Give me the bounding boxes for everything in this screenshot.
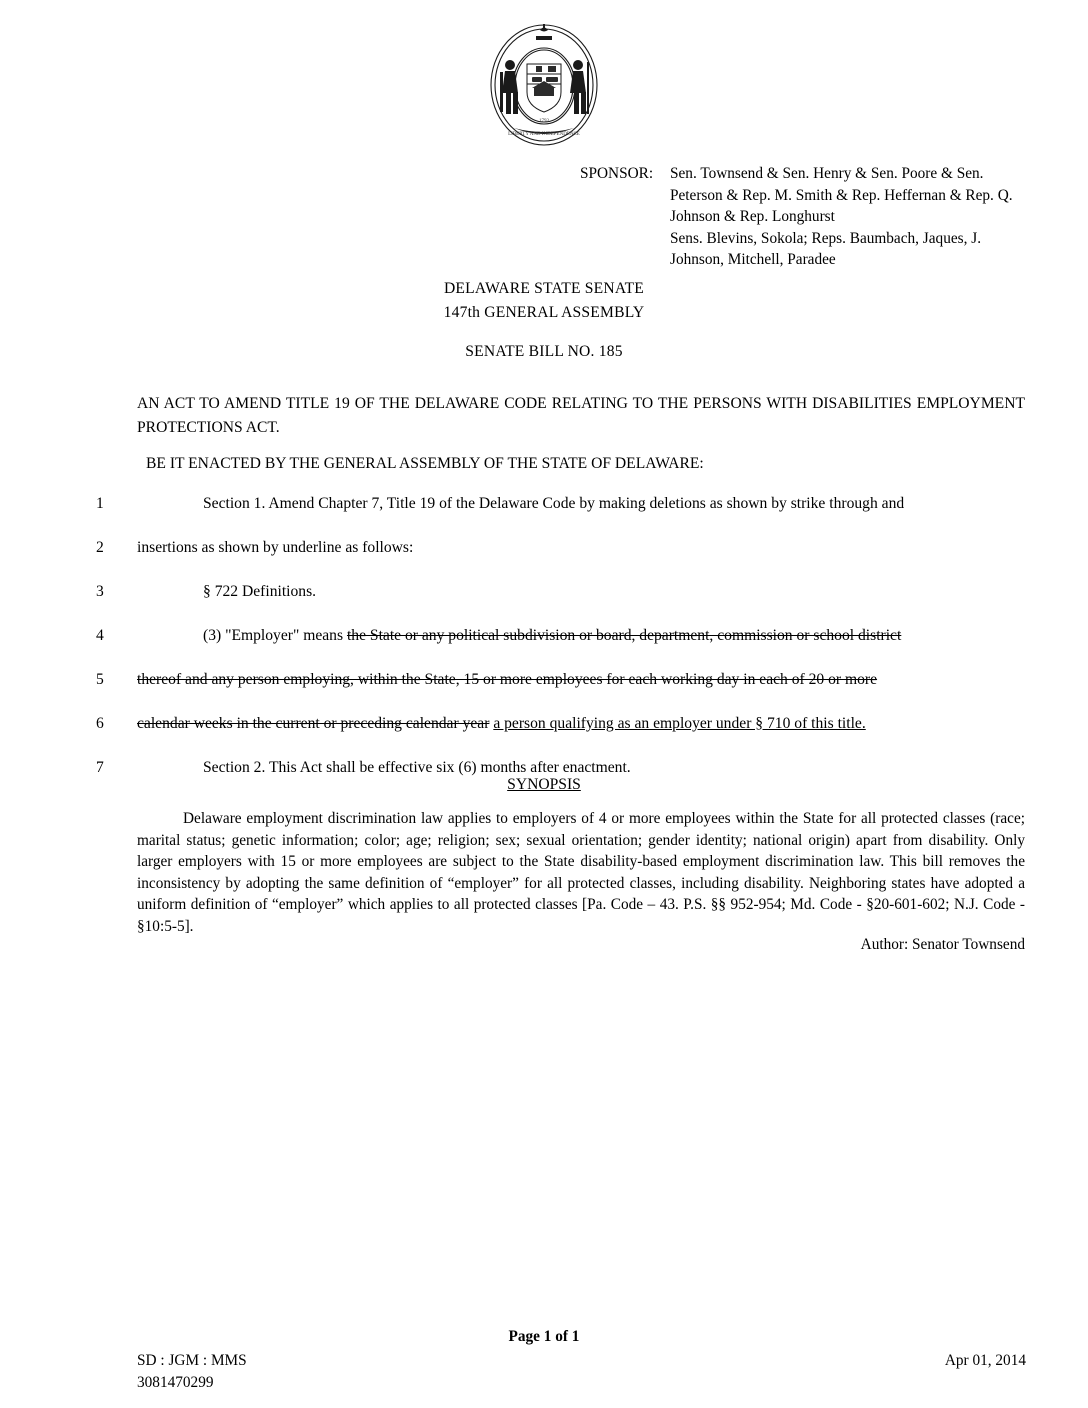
footer-left xyxy=(137,1350,247,1394)
page-indicator: Page 1 of 1 xyxy=(508,1328,580,1345)
chamber-name: DELAWARE STATE SENATE xyxy=(443,280,645,297)
sponsor-row xyxy=(580,163,1050,185)
enacting-clause-text: BE IT ENACTED BY THE GENERAL ASSEMBLY OF THE STATE OF DELAWARE: xyxy=(146,455,704,472)
synopsis-body xyxy=(137,808,1025,938)
line-number: 2 xyxy=(96,539,104,556)
line-content: insertions as shown by underline as follows: xyxy=(137,539,414,556)
line-number: 3 xyxy=(96,583,104,600)
bill-number: SENATE BILL NO. 185 xyxy=(465,343,623,360)
sponsor-label: SPONSOR: xyxy=(580,165,654,182)
inserted-text: a person qualifying as an employer under § 710 of this title. xyxy=(493,715,866,732)
line-text xyxy=(137,536,1025,560)
bill-line xyxy=(0,668,1088,712)
bill-body xyxy=(0,492,1088,800)
sponsor-line-2: Peterson & Rep. M. Smith & Rep. Heffernan & Rep. Q. xyxy=(670,186,1013,204)
enacting-clause xyxy=(137,452,1025,476)
line-text xyxy=(137,492,1025,516)
line-number: 7 xyxy=(96,759,104,776)
svg-text:1793: 1793 xyxy=(539,119,549,124)
chamber-header xyxy=(0,277,1088,325)
bill-line xyxy=(0,624,1088,668)
struck-text: thereof and any person employing, within the State, 15 or more employees for each working day in each of 20 or more xyxy=(137,671,878,688)
synopsis-text: Delaware employment discrimination law applies to employers of 4 or more employees within the State for all protected classes (race; marital status; genetic information; color; age; religion; sex; sexual orientation; gender identity; national origin) apart from disability. Only larger employers with 15 or more employees are subject to the State disability-based employment discrimination law. This bill removes the inconsistency by adopting the same definition of “employer” for all protected classes, including disability. Neighboring states have adopted a uniform definition of “employer” which applies to all protected classes [Pa. Code – 43. P.S. §§ 952-954; Md. Code - §20-601-602; N.J. Code - §10:5-5]. xyxy=(137,810,1025,935)
footer-date: Apr 01, 2014 xyxy=(944,1352,1026,1369)
line-text xyxy=(137,668,1025,692)
document-number: 3081470299 xyxy=(137,1374,214,1391)
line-number: 5 xyxy=(96,671,104,688)
line-text xyxy=(137,580,1025,604)
bill-line xyxy=(0,580,1088,624)
bill-line xyxy=(0,712,1088,756)
seal-container xyxy=(0,22,1088,153)
line-content: Section 1. Amend Chapter 7, Title 19 of the Delaware Code by making deletions as shown by strike through and xyxy=(203,495,905,512)
general-assembly: 147th GENERAL ASSEMBLY xyxy=(443,304,645,321)
line-number: 6 xyxy=(96,715,104,732)
sponsor-line-3: Johnson & Rep. Longhurst xyxy=(670,208,835,225)
bill-line xyxy=(0,492,1088,536)
bill-line xyxy=(0,536,1088,580)
line-number: 1 xyxy=(96,495,104,512)
sponsor-line-1: Sen. Townsend & Sen. Henry & Sen. Poore & Sen. xyxy=(670,165,984,182)
delaware-state-seal-icon xyxy=(480,22,608,148)
drafter-code: SD : JGM : MMS xyxy=(137,1352,247,1369)
synopsis-heading: SYNOPSIS xyxy=(507,776,581,793)
svg-text:LIBERTY AND INDEPENDENCE: LIBERTY AND INDEPENDENCE xyxy=(508,132,580,137)
struck-text: calendar weeks in the current or preceding calendar year xyxy=(137,715,490,732)
line-text xyxy=(137,712,1025,736)
struck-text: the State or any political subdivision or board, department, commission or school district xyxy=(346,627,902,644)
line-number: 4 xyxy=(96,627,104,644)
line-content: § 722 Definitions. xyxy=(203,583,317,600)
synopsis-author: Author: Senator Townsend xyxy=(860,936,1025,953)
sponsor-line-4: Sens. Blevins, Sokola; Reps. Baumbach, Jaques, J. xyxy=(670,229,982,247)
sponsor-line-5: Johnson, Mitchell, Paradee xyxy=(670,251,836,268)
line-text xyxy=(137,624,1025,648)
line-content: Section 2. This Act shall be effective six (6) months after enactment. xyxy=(203,759,631,776)
line-content: (3) "Employer" means xyxy=(203,627,347,644)
sponsor-block xyxy=(580,163,1050,271)
act-title: AN ACT TO AMEND TITLE 19 OF THE DELAWARE CODE RELATING TO THE PERSONS WITH DISABILITIES EMPLOYMENT PROTECTIONS ACT. xyxy=(137,395,1025,436)
